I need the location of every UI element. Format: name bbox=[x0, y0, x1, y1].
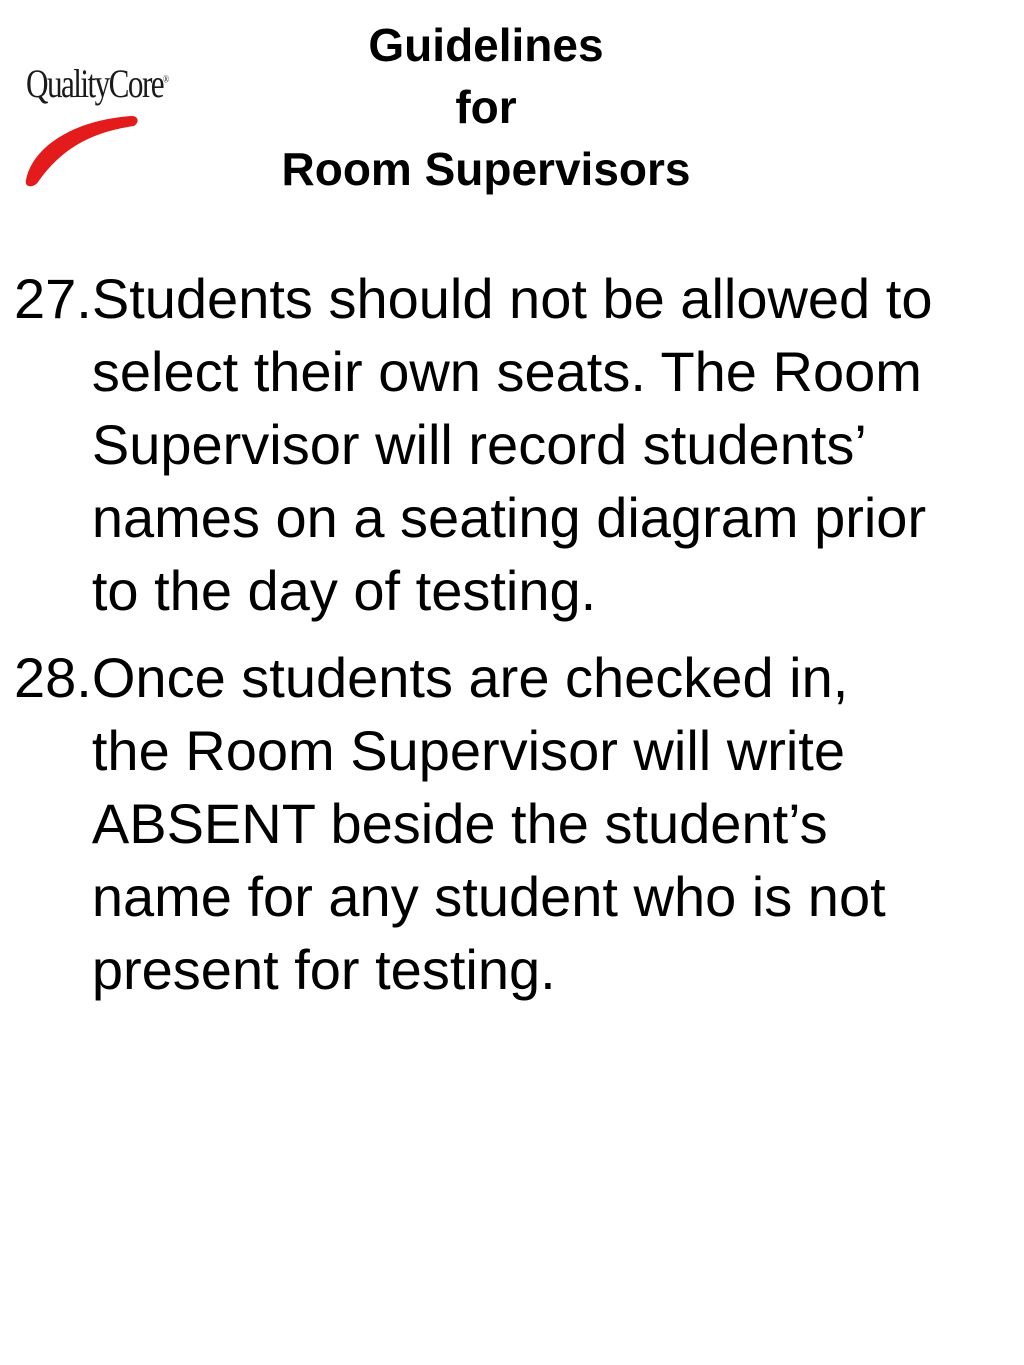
item-line: to the day of testing. bbox=[91, 559, 597, 622]
item-line: the Room Supervisor will write bbox=[91, 719, 845, 782]
item-line: Students should not be allowed to bbox=[91, 267, 933, 330]
logo-wordmark: QualityCore® bbox=[26, 61, 168, 106]
page-title bbox=[236, 14, 736, 200]
item-text bbox=[92, 262, 933, 627]
swoosh-icon bbox=[22, 108, 142, 188]
item-number: 28. bbox=[14, 646, 92, 709]
item-line: Once students are checked in, bbox=[91, 646, 849, 709]
list-item bbox=[14, 641, 1014, 1006]
title-line-1: Guidelines bbox=[368, 19, 604, 71]
guideline-list bbox=[14, 262, 1014, 1020]
item-line: names on a seating diagram prior bbox=[91, 486, 927, 549]
item-number: 27. bbox=[14, 267, 92, 330]
title-line-2: for bbox=[455, 81, 517, 133]
item-line: present for testing. bbox=[91, 938, 556, 1001]
item-line: Supervisor will record students’ bbox=[91, 413, 867, 476]
item-line: ABSENT beside the student’s bbox=[91, 792, 828, 855]
list-item bbox=[14, 262, 1014, 627]
qualitycore-logo bbox=[22, 60, 202, 190]
title-line-3: Room Supervisors bbox=[281, 143, 691, 195]
item-line: name for any student who is not bbox=[91, 865, 886, 928]
item-text bbox=[92, 641, 886, 1006]
item-line: select their own seats. The Room bbox=[91, 340, 922, 403]
